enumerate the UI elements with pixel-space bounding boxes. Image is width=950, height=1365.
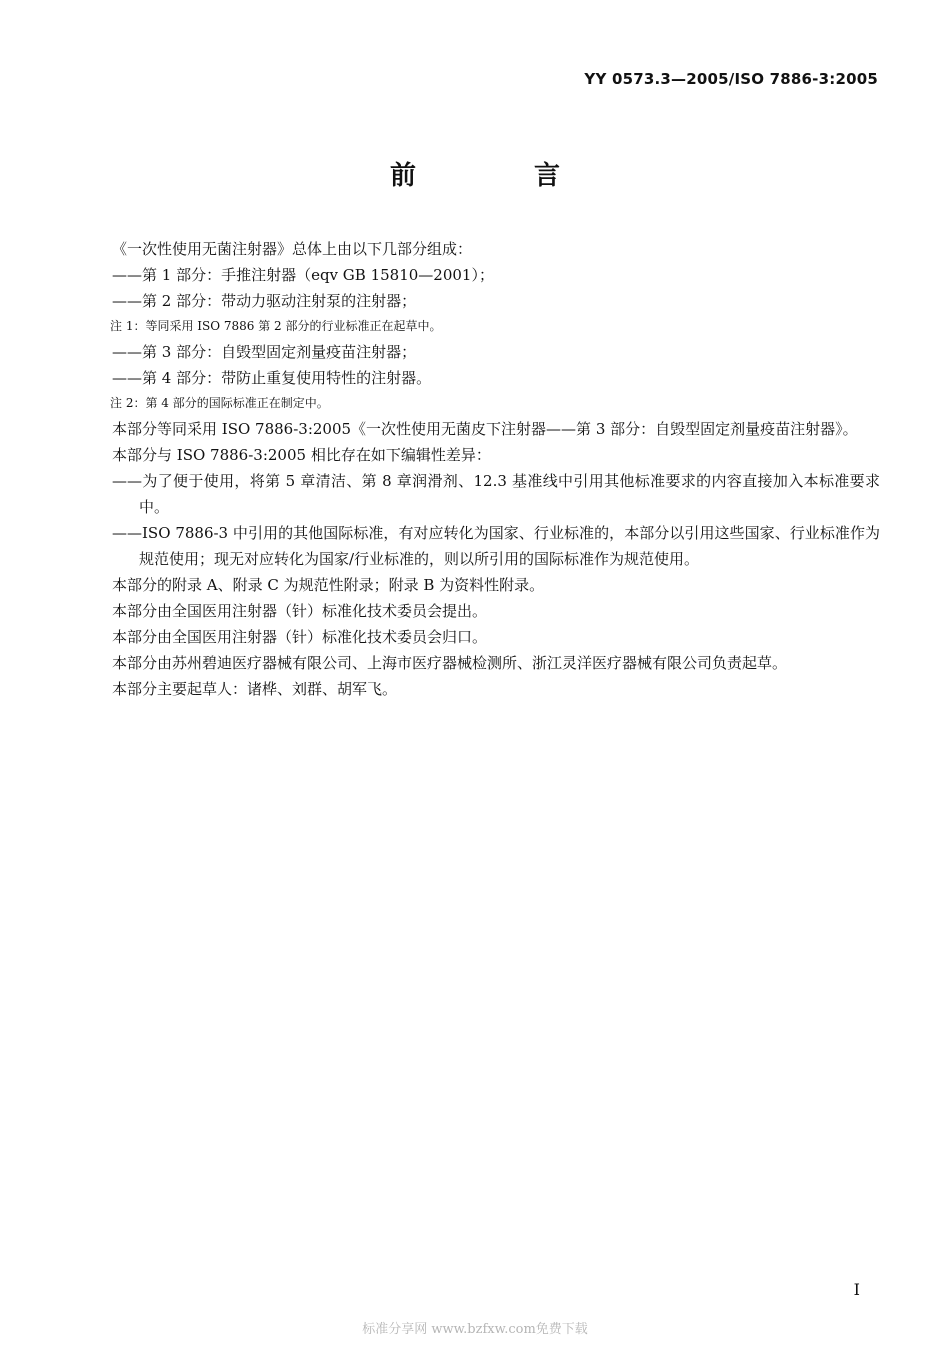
list-item-part-1: ——第 1 部分：手推注射器（eqv GB 15810—2001）； — [112, 266, 494, 284]
paragraph-annexes: 本部分的附录 A、附录 C 为规范性附录；附录 B 为资料性附录。 — [112, 576, 545, 594]
note-1: 注 1：等同采用 ISO 7886 第 2 部分的行业标准正在起草中。 — [110, 319, 442, 333]
list-item-part-2: ——第 2 部分：带动力驱动注射泵的注射器； — [112, 292, 417, 310]
list-item-difference-1: ——为了便于使用，将第 5 章清洁、第 8 章润滑剂、12.3 基准线中引用其他标准要求的内容直接加入本标准要求中。 — [112, 472, 880, 516]
list-item-part-3: ——第 3 部分：自毁型固定剂量疫苗注射器； — [112, 343, 417, 361]
list-item-difference-2: ——ISO 7886-3 中引用的其他国际标准，有对应转化为国家、行业标准的，本部分以引用这些国家、行业标准作为规范使用；现无对应转化为国家/行业标准的，则以所引用的国际标准作为规范使用。 — [112, 524, 880, 568]
note-2: 注 2：第 4 部分的国际标准正在制定中。 — [110, 396, 329, 410]
watermark: 标准分享网 www.bzfxw.com免费下载 — [362, 1322, 588, 1337]
page-number: I — [853, 1280, 860, 1299]
paragraph-drafters: 本部分主要起草人：诸桦、刘群、胡军飞。 — [112, 680, 398, 698]
paragraph-adoption: 本部分等同采用 ISO 7886-3:2005《一次性使用无菌皮下注射器——第 3 部分：自毁型固定剂量疫苗注射器》。 — [112, 420, 858, 438]
page-title: 前 言 — [389, 161, 606, 191]
paragraph-differences: 本部分与 ISO 7886-3:2005 相比存在如下编辑性差异： — [112, 446, 491, 464]
paragraph-proposed-by: 本部分由全国医用注射器（针）标准化技术委员会提出。 — [112, 602, 488, 620]
standard-number: YY 0573.3—2005/ISO 7886-3:2005 — [584, 70, 878, 88]
paragraph-intro: 《一次性使用无菌注射器》总体上由以下几部分组成： — [112, 240, 473, 258]
paragraph-centralized-by: 本部分由全国医用注射器（针）标准化技术委员会归口。 — [112, 628, 488, 646]
paragraph-drafted-by: 本部分由苏州碧迪医疗器械有限公司、上海市医疗器械检测所、浙江灵洋医疗器械有限公司负责起草。 — [112, 654, 788, 672]
list-item-part-4: ——第 4 部分：带防止重复使用特性的注射器。 — [112, 369, 432, 387]
document-body — [112, 236, 880, 702]
